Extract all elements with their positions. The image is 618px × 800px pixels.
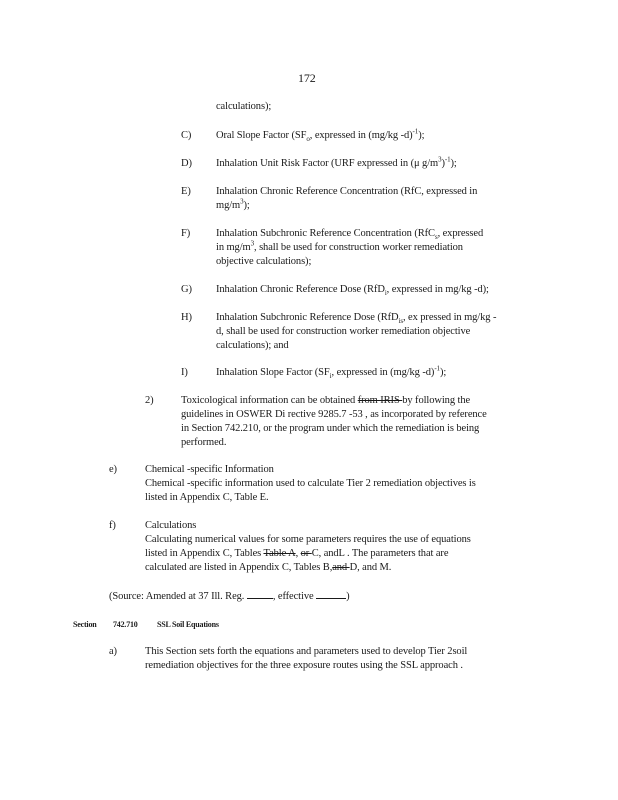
subsection-a-line1: This Section sets forth the equations and parameters used to develop Tier 2soil — [145, 646, 468, 657]
blank-effective-date — [316, 589, 346, 599]
item-f-line2: in $mg/m^3$, shall be used for construction worker remediation — [216, 239, 463, 253]
item-c-text: Oral Slope Factor ($SF_o$, expressed in (mg/kg -d)$^{-1}$); — [216, 127, 425, 144]
subsection-e-label: e) — [109, 464, 117, 475]
subsection-e-line3: listed in Appendix C, Table E. — [145, 492, 269, 503]
subsection-f-line3: listed in Appendix C, Tables Table A, or C, andL . The parameters that are — [145, 548, 449, 559]
section-number: 742.710 — [113, 620, 138, 629]
subsection-a-line2: remediation objectives for the three exposure routes using the SSL approach . — [145, 660, 463, 671]
item-f-label: F) — [181, 228, 191, 239]
subsection-f-heading: Calculations — [145, 520, 197, 531]
item-h-label: H) — [181, 312, 192, 323]
section-label: Section — [73, 620, 97, 629]
continued-text: calculations); — [216, 101, 272, 112]
item-g-text: Inhalation Chronic Reference Dose (RfD$_i$, expressed in mg/kg -d); — [216, 284, 489, 298]
source-note: (Source: Amended at 37 Ill. Reg. , effective ) — [109, 591, 350, 602]
item-h-line3: calculations); and — [216, 340, 289, 351]
item-d-text: Inhalation Unit Risk Factor (URF expressed in (μ $g/m^3)^{-1}$); — [216, 155, 457, 169]
strikethrough-text: Table A — [263, 548, 296, 559]
blank-register-page — [247, 589, 273, 599]
item-e-line1: Inhalation Chronic Reference Concentration (RfC, expressed in — [216, 186, 478, 197]
subsection-f-label: f) — [109, 520, 116, 531]
page-number: 172 — [298, 71, 316, 85]
item-h-line2: d, shall be used for construction worker remediation objective — [216, 326, 471, 337]
subsection-f-line4: calculated are listed in Appendix C, Tables B,and D, and M. — [145, 562, 392, 573]
subsection-e-line2: Chemical -specific information used to calculate Tier 2 remediation objectives is — [145, 478, 476, 489]
item-f-line3: objective calculations); — [216, 256, 312, 267]
strikethrough-text: or — [300, 548, 312, 559]
section-title: SSL Soil Equations — [157, 620, 219, 629]
subsection-f-line2: Calculating numerical values for some parameters requires the use of equations — [145, 534, 471, 545]
item-e-label: E) — [181, 186, 191, 197]
strikethrough-text: and — [332, 562, 350, 573]
item-i-text: Inhalation Slope Factor ($SF_i$, expressed in (mg/kg -d)$^{-1}$); — [216, 364, 447, 381]
item-d-label: D) — [181, 158, 192, 169]
paragraph-2-line4: performed. — [181, 437, 227, 448]
item-e-line2: $mg/m^3$); — [216, 197, 250, 211]
item-c-label: C) — [181, 130, 192, 141]
item-g-label: G) — [181, 284, 192, 295]
strikethrough-text: from IRIS — [357, 395, 403, 406]
subsection-a-label: a) — [109, 646, 117, 657]
item-f-line1: Inhalation Subchronic Reference Concentration (RfC$_s$, expressed — [216, 228, 484, 242]
paragraph-2-line3: in Section 742.210, or the program under which the remediation is being — [181, 423, 480, 434]
item-h-line1: Inhalation Subchronic Reference Dose (RfD$_{is}$, ex pressed in mg/kg - — [216, 312, 497, 326]
paragraph-2-line2: guidelines in OSWER Di rective 9285.7 -53 , as incorporated by reference — [181, 409, 487, 420]
subsection-e-heading: Chemical -specific Information — [145, 464, 274, 475]
paragraph-2-label: 2) — [145, 395, 154, 406]
paragraph-2-line1: Toxicological information can be obtained from IRIS by following the — [181, 395, 471, 406]
item-i-label: I) — [181, 367, 188, 378]
